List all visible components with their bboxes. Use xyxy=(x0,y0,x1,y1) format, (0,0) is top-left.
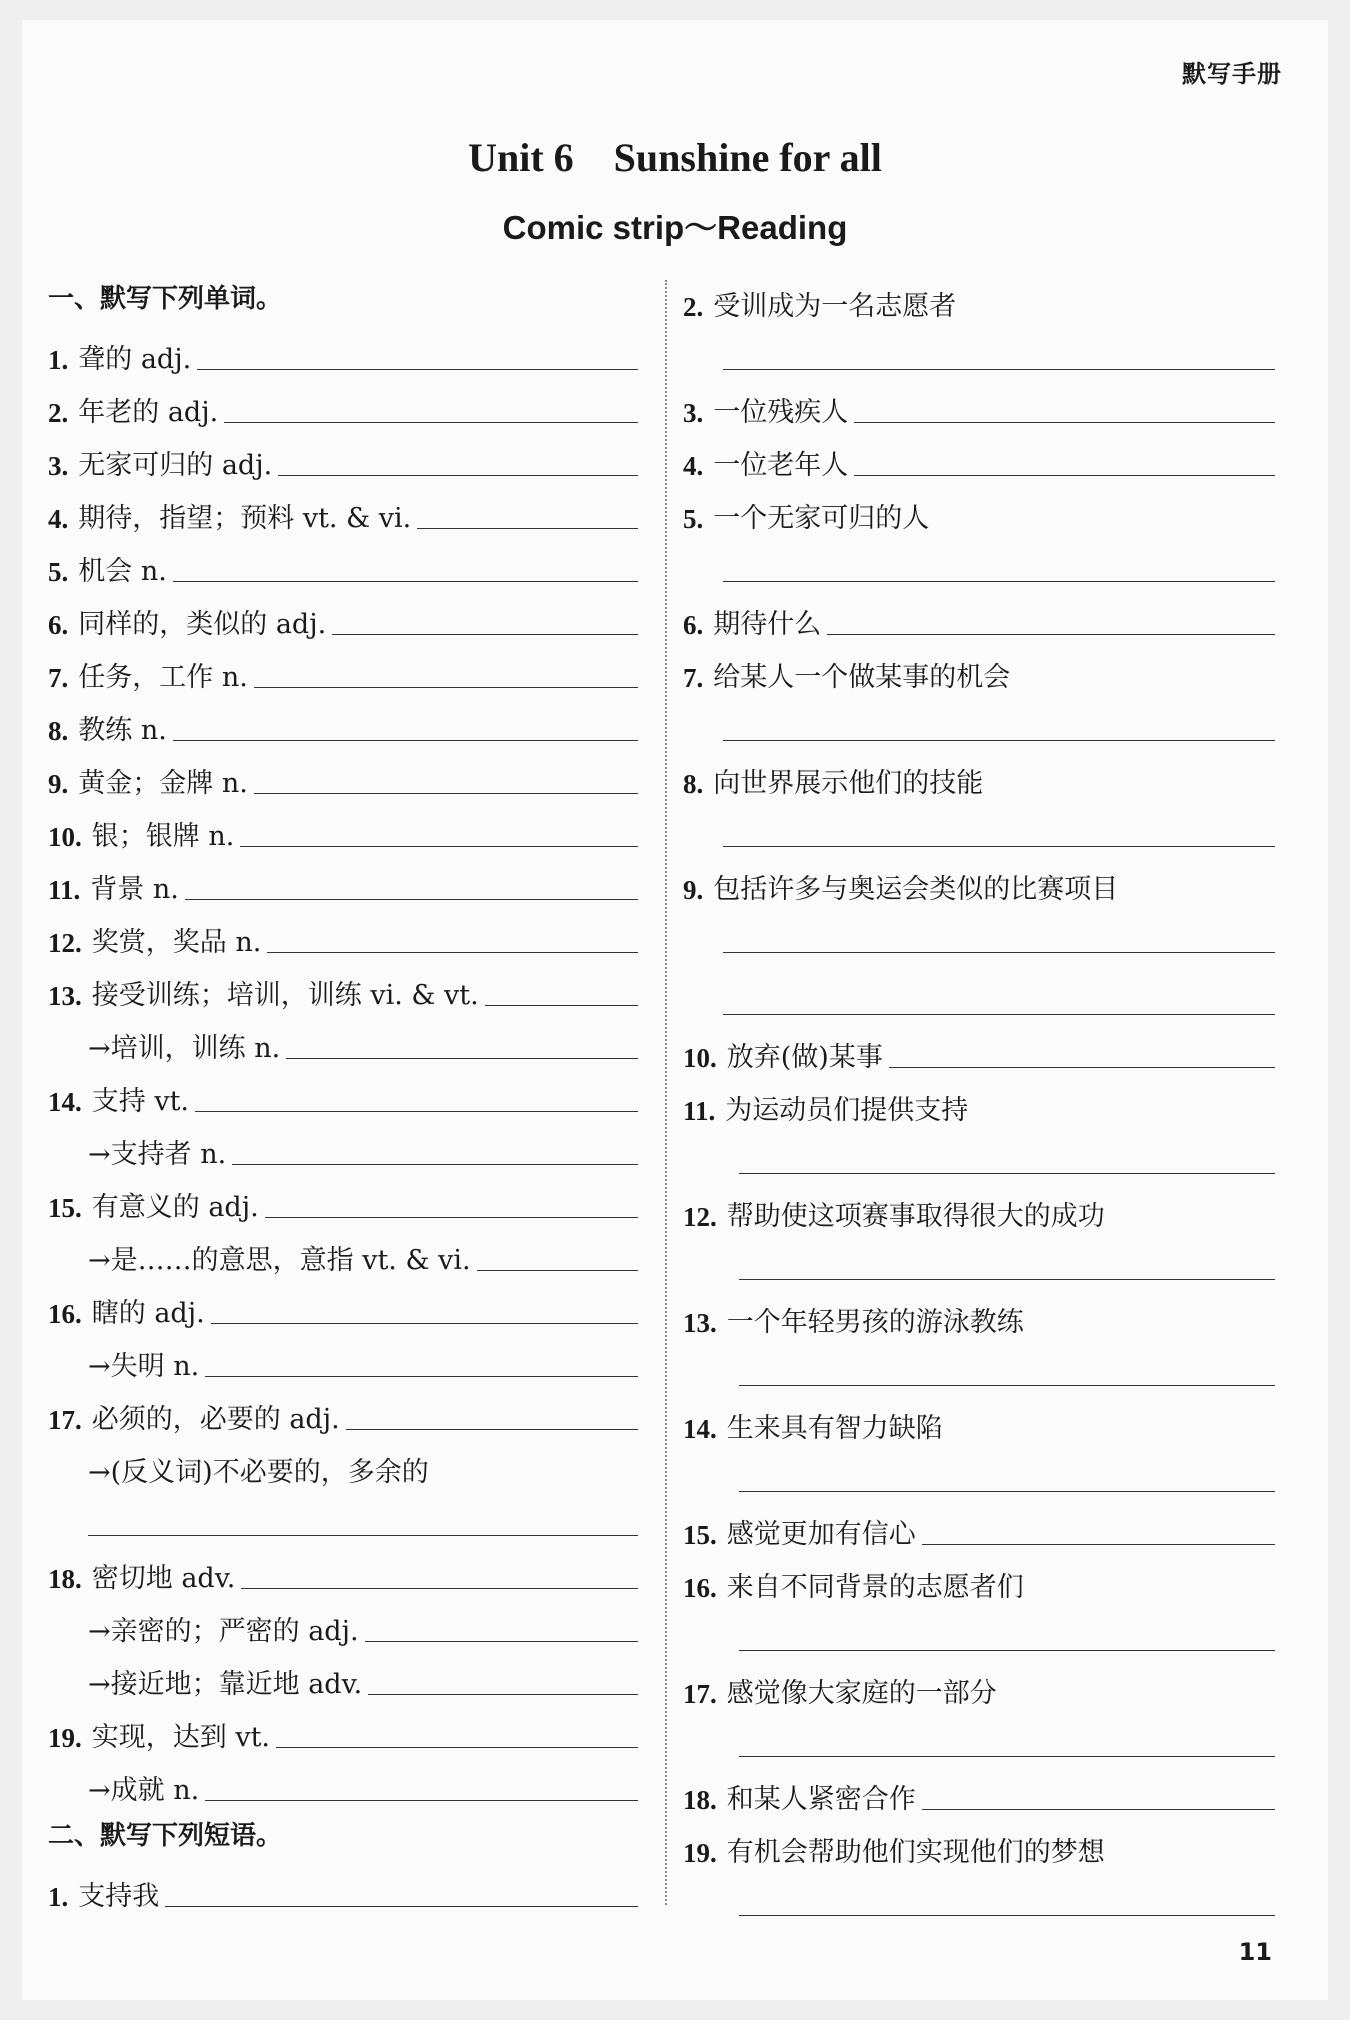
answer-blank[interactable] xyxy=(276,1746,638,1748)
answer-blank[interactable] xyxy=(267,951,638,953)
word-item: 7. 任务，工作 n. xyxy=(48,641,638,694)
word-item: 17. 必须的，必要的 adj. xyxy=(48,1383,638,1436)
section-heading-words: 一、默写下列单词。 xyxy=(48,284,283,314)
phrase-item: 6. 期待什么 xyxy=(683,588,1275,641)
word-derivative: →失明 n. xyxy=(48,1330,638,1383)
phrase-item: 18. 和某人紧密合作 xyxy=(683,1763,1275,1816)
section-subtitle: Comic strip～Reading xyxy=(502,209,848,246)
phrase-item: 1. 支持我 xyxy=(48,1860,638,1913)
answer-blank[interactable] xyxy=(195,1110,638,1112)
word-item: 14. 支持 vt. xyxy=(48,1065,638,1118)
answer-blank[interactable] xyxy=(205,1799,638,1801)
word-item: 4. 期待，指望；预料 vt. & vi. xyxy=(48,482,638,535)
answer-blank[interactable] xyxy=(286,1057,638,1059)
answer-blank[interactable] xyxy=(417,527,638,529)
answer-blank[interactable] xyxy=(241,1587,638,1589)
phrase-item: 17. 感觉像大家庭的一部分 xyxy=(683,1678,997,1709)
answer-blank[interactable] xyxy=(265,1216,638,1218)
word-item: 16. 瞎的 adj. xyxy=(48,1277,638,1330)
answer-blank[interactable] xyxy=(854,421,1275,423)
word-item: 2. 年老的 adj. xyxy=(48,376,638,429)
answer-blank-row[interactable] xyxy=(683,1869,1275,1922)
answer-blank-row[interactable] xyxy=(683,959,1275,1021)
phrase-item: 7. 给某人一个做某事的机会 xyxy=(683,662,1011,693)
answer-blank-row[interactable] xyxy=(683,906,1275,959)
phrase-item: 8. 向世界展示他们的技能 xyxy=(683,768,984,799)
word-item: 11. 背景 n. xyxy=(48,853,638,906)
answer-blank[interactable] xyxy=(165,1905,638,1907)
phrase-item: 4. 一位老年人 xyxy=(683,429,1275,482)
right-column xyxy=(683,270,1275,1922)
phrase-item: 3. 一位残疾人 xyxy=(683,376,1275,429)
word-item: 12. 奖赏，奖品 n. xyxy=(48,906,638,959)
answer-blank-row[interactable] xyxy=(683,1127,1275,1180)
answer-blank[interactable] xyxy=(278,474,638,476)
word-item: 10. 银；银牌 n. xyxy=(48,800,638,853)
word-item: 3. 无家可归的 adj. xyxy=(48,429,638,482)
word-derivative: →支持者 n. xyxy=(48,1118,638,1171)
phrase-item: 5. 一个无家可归的人 xyxy=(683,503,930,534)
answer-blank[interactable] xyxy=(477,1269,638,1271)
answer-blank-row[interactable] xyxy=(683,800,1275,853)
page-number: 11 xyxy=(1238,1938,1272,1966)
phrase-item: 10. 放弃(做)某事 xyxy=(683,1021,1275,1074)
phrase-item: 11. 为运动员们提供支持 xyxy=(683,1095,969,1126)
answer-blank[interactable] xyxy=(254,792,638,794)
answer-blank[interactable] xyxy=(205,1375,638,1377)
answer-blank[interactable] xyxy=(854,474,1275,476)
answer-blank[interactable] xyxy=(224,421,638,423)
answer-blank-row[interactable] xyxy=(683,323,1275,376)
answer-blank-row[interactable] xyxy=(48,1489,638,1542)
answer-blank[interactable] xyxy=(485,1004,638,1006)
word-item: 1. 聋的 adj. xyxy=(48,323,638,376)
word-item: 5. 机会 n. xyxy=(48,535,638,588)
answer-blank[interactable] xyxy=(197,368,638,370)
phrase-item: 9. 包括许多与奥运会类似的比赛项目 xyxy=(683,874,1119,905)
answer-blank[interactable] xyxy=(185,898,638,900)
answer-blank[interactable] xyxy=(173,739,638,741)
answer-blank[interactable] xyxy=(232,1163,638,1165)
phrase-item: 2. 受训成为一名志愿者 xyxy=(683,291,957,322)
word-derivative: →培训，训练 n. xyxy=(48,1012,638,1065)
phrase-item: 13. 一个年轻男孩的游泳教练 xyxy=(683,1307,1024,1338)
left-column xyxy=(48,270,638,1913)
phrase-item: 12. 帮助使这项赛事取得很大的成功 xyxy=(683,1201,1105,1232)
phrase-item: 19. 有机会帮助他们实现他们的梦想 xyxy=(683,1837,1105,1868)
answer-blank[interactable] xyxy=(173,580,638,582)
word-derivative: →接近地；靠近地 adv. xyxy=(48,1648,638,1701)
answer-blank[interactable] xyxy=(827,633,1275,635)
answer-blank[interactable] xyxy=(254,686,638,688)
phrase-item: 15. 感觉更加有信心 xyxy=(683,1498,1275,1551)
answer-blank[interactable] xyxy=(922,1543,1275,1545)
word-derivative: →(反义词)不必要的，多余的 xyxy=(88,1457,429,1488)
word-item: 15. 有意义的 adj. xyxy=(48,1171,638,1224)
answer-blank[interactable] xyxy=(346,1428,638,1430)
answer-blank[interactable] xyxy=(922,1808,1275,1810)
answer-blank[interactable] xyxy=(889,1066,1275,1068)
answer-blank[interactable] xyxy=(211,1322,638,1324)
word-item: 6. 同样的，类似的 adj. xyxy=(48,588,638,641)
answer-blank[interactable] xyxy=(332,633,638,635)
word-derivative: →成就 n. xyxy=(48,1754,638,1807)
unit-title: Unit 6 Sunshine for all xyxy=(468,135,882,180)
answer-blank-row[interactable] xyxy=(683,535,1275,588)
answer-blank[interactable] xyxy=(240,845,638,847)
column-divider xyxy=(665,280,667,1905)
answer-blank[interactable] xyxy=(365,1640,638,1642)
word-item: 8. 教练 n. xyxy=(48,694,638,747)
section-heading-phrases: 二、默写下列短语。 xyxy=(48,1821,283,1851)
answer-blank-row[interactable] xyxy=(683,1233,1275,1286)
answer-blank-row[interactable] xyxy=(683,1445,1275,1498)
word-item: 19. 实现，达到 vt. xyxy=(48,1701,638,1754)
running-header: 默写手册 xyxy=(1182,60,1282,88)
word-derivative: →是……的意思，意指 vt. & vi. xyxy=(48,1224,638,1277)
phrase-item: 14. 生来具有智力缺陷 xyxy=(683,1413,943,1444)
answer-blank[interactable] xyxy=(368,1693,638,1695)
word-item: 13. 接受训练；培训，训练 vi. & vt. xyxy=(48,959,638,1012)
answer-blank-row[interactable] xyxy=(683,1604,1275,1657)
word-item: 18. 密切地 adv. xyxy=(48,1542,638,1595)
answer-blank-row[interactable] xyxy=(683,1710,1275,1763)
answer-blank-row[interactable] xyxy=(683,694,1275,747)
phrase-item: 16. 来自不同背景的志愿者们 xyxy=(683,1572,1024,1603)
word-item: 9. 黄金；金牌 n. xyxy=(48,747,638,800)
word-derivative: →亲密的；严密的 adj. xyxy=(48,1595,638,1648)
answer-blank-row[interactable] xyxy=(683,1339,1275,1392)
